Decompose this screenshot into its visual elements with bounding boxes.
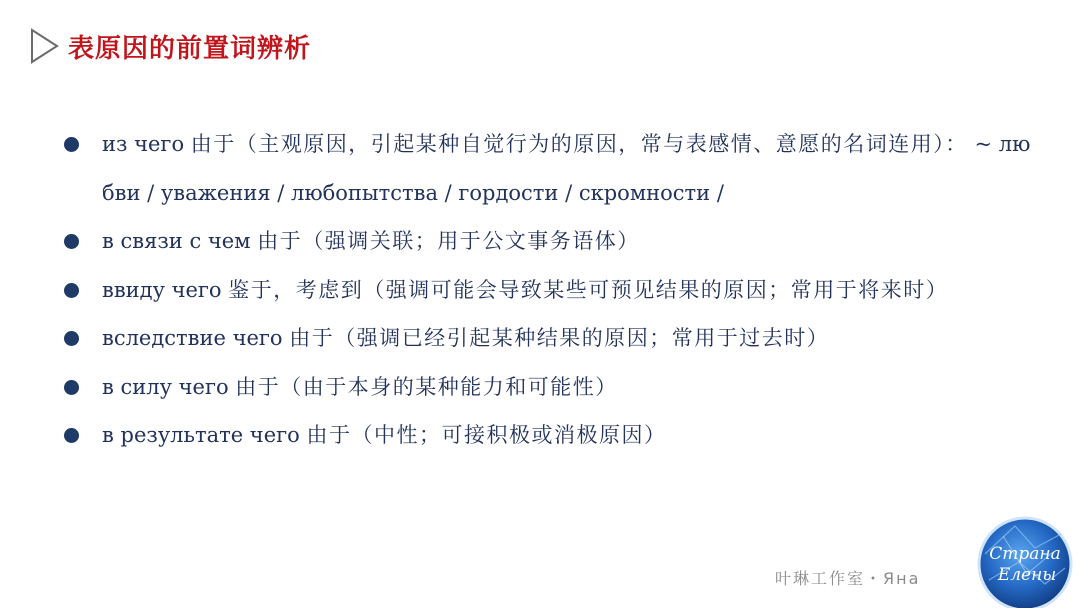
chinese-explanation: 由于（强调已经引起某种结果的原因；常用于过去时） <box>289 326 830 350</box>
russian-phrase: ввиду чего <box>102 277 222 302</box>
chinese-explanation: 由于（中性；可接积极或消极原因） <box>306 423 667 447</box>
bullet-dot-icon <box>64 428 79 443</box>
bullet-dot-icon <box>64 234 79 249</box>
logo-line2: Елены <box>997 565 1057 585</box>
russian-phrase: в результате чего <box>102 423 300 447</box>
chinese-explanation: 由于（主观原因，引起某种自觉行为的原因，常与表感情、意愿的名词连用）： <box>190 132 968 156</box>
bullet-dot-icon <box>64 331 79 346</box>
list-item <box>62 363 1042 412</box>
bullet-dot-icon <box>64 137 79 152</box>
list-item <box>62 314 1042 363</box>
logo-line1: Страна <box>989 544 1061 564</box>
chinese-explanation: 由于（强调关联；用于公文事务语体） <box>257 229 640 253</box>
russian-phrase: в связи с чем <box>102 229 251 253</box>
russian-phrase: вследствие чего <box>102 326 283 350</box>
chinese-explanation: 由于（由于本身的某种能力和可能性） <box>235 374 618 399</box>
logo-icon <box>975 514 1073 608</box>
title-bar <box>30 26 311 66</box>
usage-examples: ~ любви / уважения / любопытства / гордости / скромности / <box>102 132 1031 205</box>
list-item <box>62 120 1042 217</box>
list-item <box>62 217 1042 266</box>
russian-phrase: из чего <box>102 132 185 156</box>
chinese-explanation: 鉴于，考虑到（强调可能会导致某些可预见结果的原因；常用于将来时） <box>228 277 949 302</box>
triangle-outline-icon <box>30 28 60 64</box>
bullet-list <box>62 120 1042 460</box>
list-item <box>62 411 1042 460</box>
bullet-dot-icon <box>64 283 79 298</box>
page-title: 表原因的前置词辨析 <box>68 33 312 64</box>
bullet-dot-icon <box>64 380 79 395</box>
watermark: 叶琳工作室・Яна <box>775 569 921 588</box>
russian-phrase: в силу чего <box>102 374 229 399</box>
list-item <box>62 266 1042 315</box>
